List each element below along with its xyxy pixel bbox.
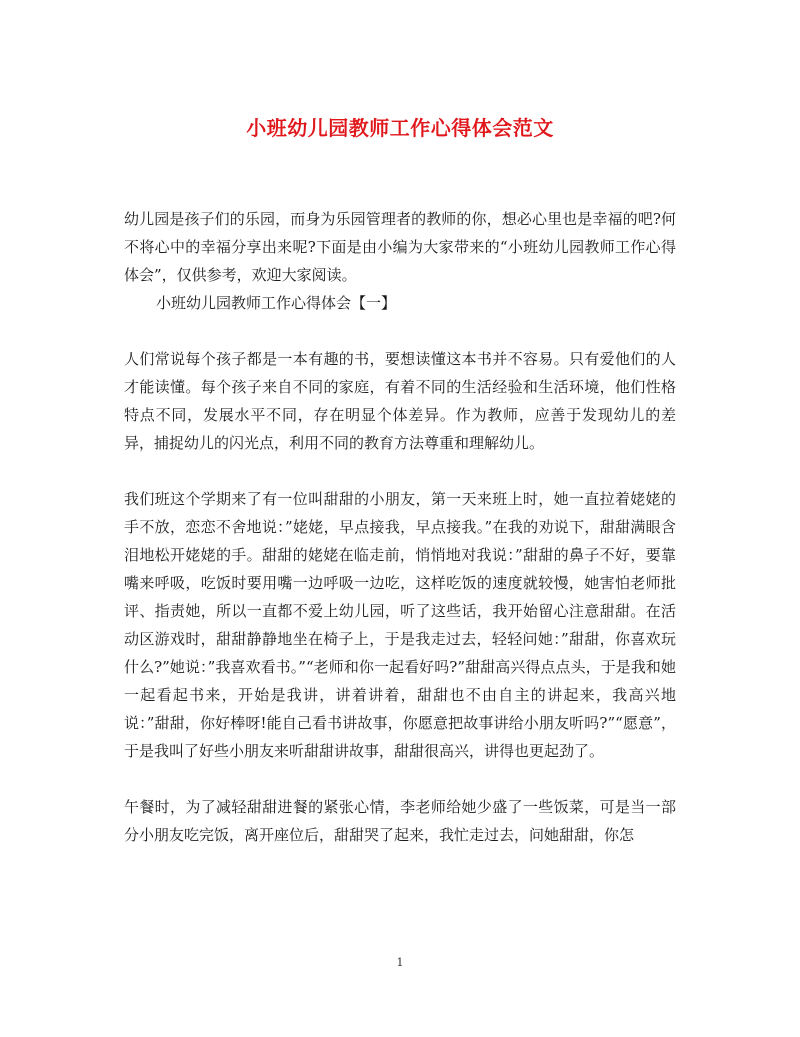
paragraph-gap xyxy=(124,317,676,345)
document-title: 小班幼儿园教师工作心得体会范文 xyxy=(246,116,554,140)
document-body xyxy=(124,205,676,849)
paragraph-gap xyxy=(124,765,676,793)
body-paragraph-2: 我们班这个学期来了有一位叫甜甜的小朋友，第一天来班上时，她一直拉着姥姥的手不放，恋恋不舍地说：”姥姥，早点接我，早点接我。”在我的劝说下，甜甜满眼含泪地松开姥姥的手。甜甜的姥姥在临走前，悄悄地对我说：”甜甜的鼻子不好，要靠嘴来呼吸，吃饭时要用嘴一边呼吸一边吃，这样吃饭的速度就较慢，她害怕老师批评、指责她，所以一直都不爱上幼儿园，听了这些话，我开始留心注意甜甜。在活动区游戏时，甜甜静静地坐在椅子上，于是我走过去，轻轻问她：”甜甜，你喜欢玩什么?”她说：”我喜欢看书。”“老师和你一起看好吗?”甜甜高兴得点点头，于是我和她一起看起书来，开始是我讲，讲着讲着，甜甜也不由自主的讲起来，我高兴地说：”甜甜，你好棒呀!能自己看书讲故事，你愿意把故事讲给小朋友听吗?”“愿意”，于是我叫了好些小朋友来听甜甜讲故事，甜甜很高兴，讲得也更起劲了。 xyxy=(124,490,676,760)
section-heading: 小班幼儿园教师工作心得体会【一】 xyxy=(156,294,397,312)
body-paragraph-3: 午餐时，为了减轻甜甜进餐的紧张心情，李老师给她少盛了一些饭菜，可是当一部分小朋友吃完饭，离开座位后，甜甜哭了起来，我忙走过去，问她甜甜，你怎 xyxy=(124,798,676,844)
body-paragraph-1: 人们常说每个孩子都是一本有趣的书，要想读懂这本书并不容易。只有爱他们的人才能读懂。每个孩子来自不同的家庭，有着不同的生活经验和生活环境，他们性格特点不同，发展水平不同，存在明显个体差异。作为教师，应善于发现幼儿的差异，捕捉幼儿的闪光点，利用不同的教育方法尊重和理解幼儿。 xyxy=(124,350,676,452)
page-number: 1 xyxy=(396,956,404,969)
intro-paragraph: 幼儿园是孩子们的乐园，而身为乐园管理者的教师的你，想必心里也是幸福的吧?何不将心中的幸福分享出来呢?下面是由小编为大家带来的“小班幼儿园教师工作心得体会”，仅供参考，欢迎大家阅读。 xyxy=(124,210,676,284)
paragraph-gap xyxy=(124,457,676,485)
